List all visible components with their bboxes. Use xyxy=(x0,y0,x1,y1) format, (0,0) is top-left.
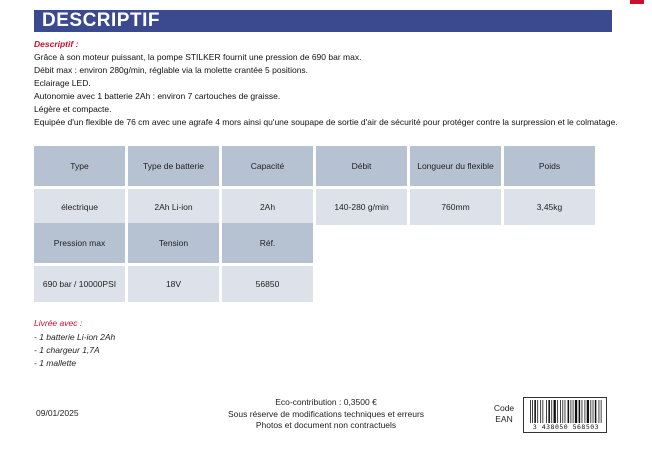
barcode-bar xyxy=(582,400,583,423)
description-label: Descriptif : xyxy=(34,39,79,49)
document-date: 09/01/2025 xyxy=(36,408,79,418)
barcode-bar xyxy=(571,400,572,423)
spec-header-cell: Tension xyxy=(128,223,219,263)
spec-value-row xyxy=(34,266,313,302)
code-label: Code xyxy=(493,403,515,413)
ean-barcode xyxy=(523,397,607,433)
spec-table-main xyxy=(31,143,598,228)
barcode-bar xyxy=(590,400,591,423)
description-line: Autonomie avec 1 batterie 2Ah : environ 7 cartouches de graisse. xyxy=(34,91,281,101)
spec-header-cell: Pression max xyxy=(34,223,125,263)
spec-header-cell: Longueur du flexible xyxy=(410,146,501,186)
spec-header-cell: Débit xyxy=(316,146,407,186)
description-line: Eclairage LED. xyxy=(34,78,91,88)
spec-table-secondary xyxy=(31,220,316,305)
spec-value-cell: 690 bar / 10000PSI xyxy=(34,266,125,302)
spec-value-cell: 760mm xyxy=(410,189,501,225)
barcode-bar xyxy=(565,400,566,423)
spec-value-cell: 56850 xyxy=(222,266,313,302)
included-item: - 1 mallette xyxy=(34,358,77,368)
barcode-bar xyxy=(587,400,589,423)
barcode-bar xyxy=(530,400,531,423)
spec-value-cell: 3,45kg xyxy=(504,189,595,225)
barcode-bar xyxy=(579,400,581,423)
spec-value-cell: électrique xyxy=(34,189,125,225)
spec-header-cell: Réf. xyxy=(222,223,313,263)
spec-header-row xyxy=(34,146,595,186)
brand-accent-mark xyxy=(630,0,644,4)
barcode-bar xyxy=(554,400,556,423)
spec-value-cell: 2Ah Li-ion xyxy=(128,189,219,225)
barcode-bar xyxy=(575,400,577,423)
barcode-bar xyxy=(562,400,563,423)
included-items-title: Livrée avec : xyxy=(34,318,83,328)
barcode-bar xyxy=(537,400,538,423)
barcode-bar xyxy=(599,400,600,423)
included-item: - 1 chargeur 1,7A xyxy=(34,345,100,355)
barcode-bar xyxy=(568,400,570,423)
spec-header-cell: Capacité xyxy=(222,146,313,186)
barcode-bar xyxy=(593,400,594,423)
disclaimer-photos: Photos et document non contractuels xyxy=(255,420,397,430)
barcode-bar xyxy=(585,400,586,423)
barcode-bars-graphic xyxy=(530,400,604,423)
description-line: Débit max : environ 280g/min, réglable via la molette crantée 5 positions. xyxy=(34,65,309,75)
description-line: Légère et compacte. xyxy=(34,104,112,114)
spec-header-row xyxy=(34,223,313,263)
barcode-bar xyxy=(560,400,561,423)
spec-value-cell: 18V xyxy=(128,266,219,302)
included-item: - 1 batterie Li-ion 2Ah xyxy=(34,332,116,342)
spec-header-cell: Poids xyxy=(504,146,595,186)
barcode-bar xyxy=(546,400,547,423)
spec-value-cell: 2Ah xyxy=(222,189,313,225)
ean-label: EAN xyxy=(495,414,513,424)
barcode-bar xyxy=(542,400,543,423)
spec-header-cell: Type de batterie xyxy=(128,146,219,186)
eco-contribution: Eco-contribution : 0,3500 € xyxy=(275,397,377,407)
section-banner: DESCRIPTIF xyxy=(34,10,612,32)
spec-header-cell: Type xyxy=(34,146,125,186)
description-line: Grâce à son moteur puissant, la pompe STILKER fournit une pression de 690 bar max. xyxy=(34,52,362,62)
description-line: Equipée d'un flexible de 76 cm avec une agrafe 4 mors ainsi qu'une soupape de sortie d'air de sécurité pour protéger contre la surpression et le colmatage. xyxy=(34,117,618,127)
barcode-bar xyxy=(548,400,550,423)
spec-value-cell: 140-280 g/min xyxy=(316,189,407,225)
barcode-bar xyxy=(534,400,536,423)
barcode-bar xyxy=(601,400,602,423)
barcode-bar xyxy=(573,400,574,423)
barcode-bar xyxy=(532,400,533,423)
barcode-bar xyxy=(551,400,552,423)
barcode-bar xyxy=(595,400,597,423)
barcode-bar xyxy=(540,400,541,423)
ean-number: 3 438050 568503 xyxy=(532,423,600,431)
barcode-bar xyxy=(557,400,558,423)
disclaimer-modifications: Sous réserve de modifications techniques et erreurs xyxy=(227,409,425,419)
